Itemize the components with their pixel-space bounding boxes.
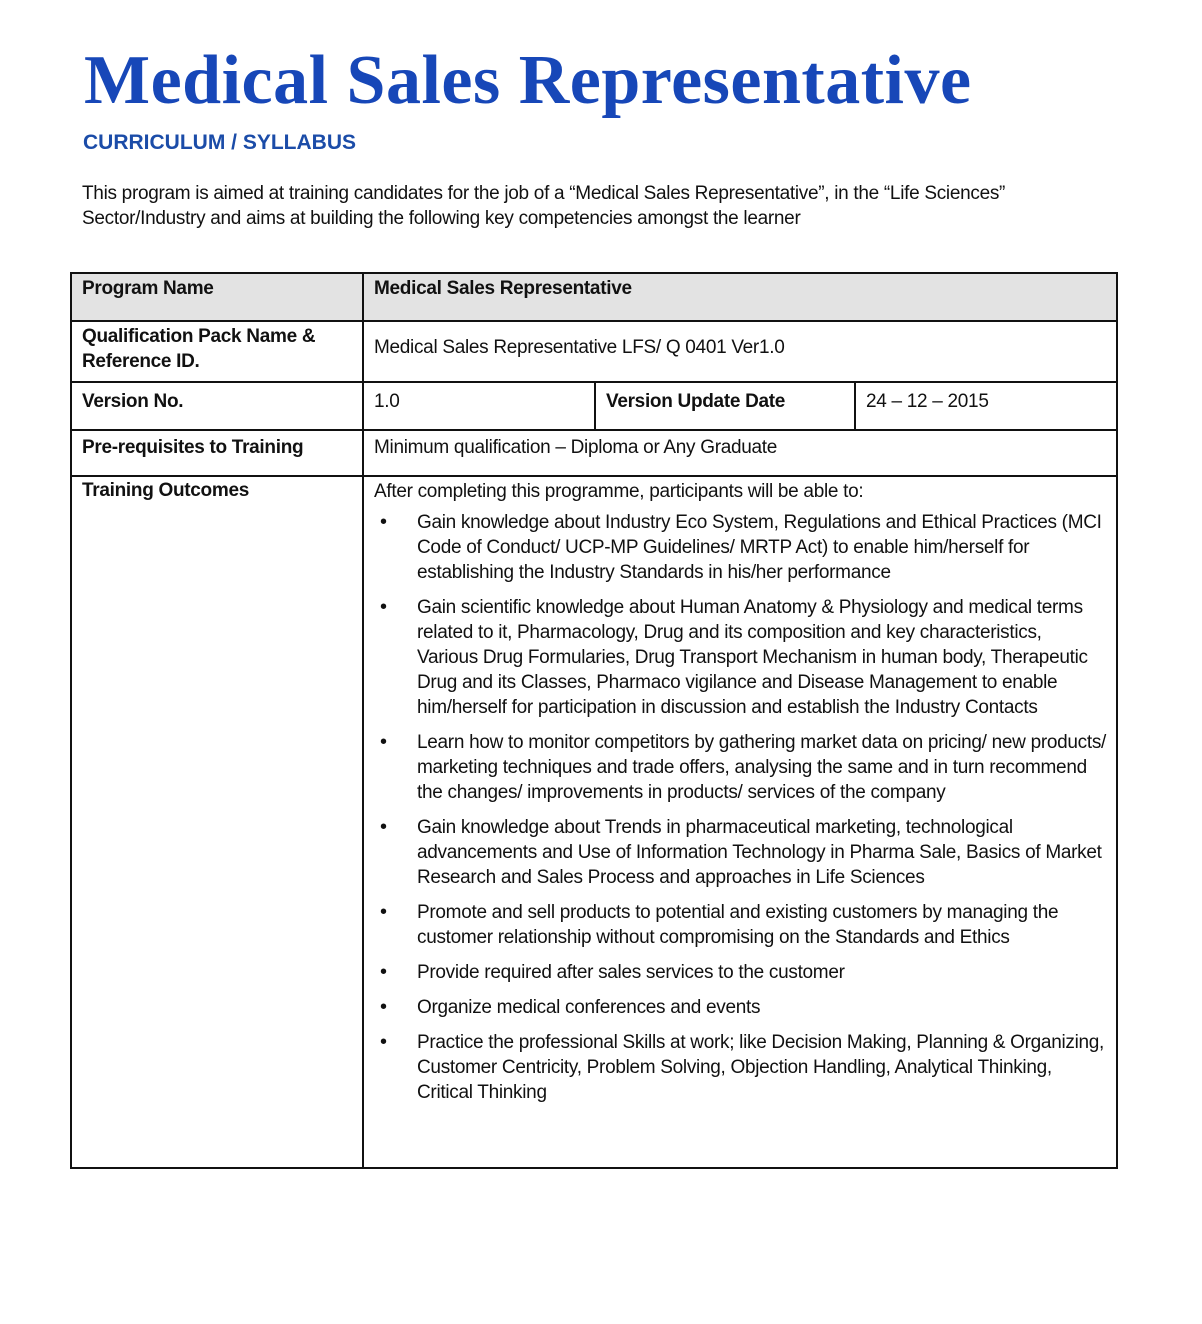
program-name-value: Medical Sales Representative (363, 273, 1117, 321)
qualification-pack-value: Medical Sales Representative LFS/ Q 0401 Ver1.0 (363, 321, 1117, 382)
list-item (374, 1030, 1106, 1105)
training-outcomes-label: Training Outcomes (71, 476, 363, 1168)
bullet-icon: • (380, 511, 387, 533)
program-name-label: Program Name (71, 273, 363, 321)
version-label: Version No. (71, 382, 363, 430)
prerequisites-value: Minimum qualification – Diploma or Any Graduate (363, 430, 1117, 476)
bullet-icon: • (380, 1031, 387, 1053)
outcome-text: Practice the professional Skills at work; like Decision Making, Planning & Organizing, Customer Centricity, Problem Solving, Objection Handling, Analytical Thinking, Critical Thinking (417, 1032, 1105, 1103)
list-item (374, 815, 1106, 890)
training-outcomes-row (71, 476, 1117, 1168)
program-details-table (70, 272, 1118, 1169)
version-update-date-label: Version Update Date (595, 382, 855, 430)
intro-paragraph: This program is aimed at training candidates for the job of a “Medical Sales Representative”, in the “Life Sciences” Sector/Industry and aims at building the following key competencies amongst the learner (82, 183, 1006, 229)
list-item (374, 995, 1106, 1020)
bullet-icon: • (380, 816, 387, 838)
outcome-text: Gain knowledge about Industry Eco System, Regulations and Ethical Practices (MCI Code of Conduct/ UCP-MP Guidelines/ MRTP Act) to enable him/herself for establishing the Industry Standards in his/her performance (417, 512, 1102, 583)
document-title: Medical Sales Representative (84, 42, 972, 119)
version-update-date-value: 24 – 12 – 2015 (855, 382, 1117, 430)
bullet-icon: • (380, 731, 387, 753)
bullet-icon: • (380, 996, 387, 1018)
bullet-icon: • (380, 961, 387, 983)
version-row (71, 382, 1117, 430)
outcome-text: Organize medical conferences and events (417, 997, 761, 1018)
qualification-pack-label: Qualification Pack Name & Reference ID. (71, 321, 363, 382)
list-item (374, 595, 1106, 720)
outcome-text: Gain scientific knowledge about Human Anatomy & Physiology and medical terms related to it, Pharmacology, Drug and its composition and key characteristics, Various Drug Formularies, Drug Transport Mechanism in human body, Therapeutic Drug and its Classes, Pharmaco vigilance and Disease Management to enable him/herself for participation in discussion and establish the Industry Contacts (417, 597, 1088, 718)
bullet-icon: • (380, 596, 387, 618)
outcome-text: Provide required after sales services to the customer (417, 962, 845, 983)
list-item (374, 960, 1106, 985)
program-name-row (71, 273, 1117, 321)
list-item (374, 730, 1106, 805)
bullet-icon: • (380, 901, 387, 923)
outcome-text: Promote and sell products to potential and existing customers by managing the customer relationship without compromising on the Standards and Ethics (417, 902, 1059, 948)
list-item (374, 900, 1106, 950)
version-value: 1.0 (363, 382, 595, 430)
prerequisites-label: Pre-requisites to Training (71, 430, 363, 476)
training-outcomes-cell (363, 476, 1117, 1168)
outcome-text: Gain knowledge about Trends in pharmaceutical marketing, technological advancements and Use of Information Technology in Pharma Sale, Basics of Market Research and Sales Process and approaches in Life Sciences (417, 817, 1102, 888)
training-outcomes-list (374, 510, 1106, 1105)
qualification-pack-row (71, 321, 1117, 382)
document-subtitle: CURRICULUM / SYLLABUS (83, 131, 356, 154)
outcome-text: Learn how to monitor competitors by gathering market data on pricing/ new products/ marketing techniques and trade offers, analysing the same and in turn recommend the changes/ improvements in products/ services of the company (417, 732, 1107, 803)
list-item (374, 510, 1106, 585)
prerequisites-row (71, 430, 1117, 476)
training-outcomes-intro: After completing this programme, participants will be able to: (374, 481, 864, 502)
